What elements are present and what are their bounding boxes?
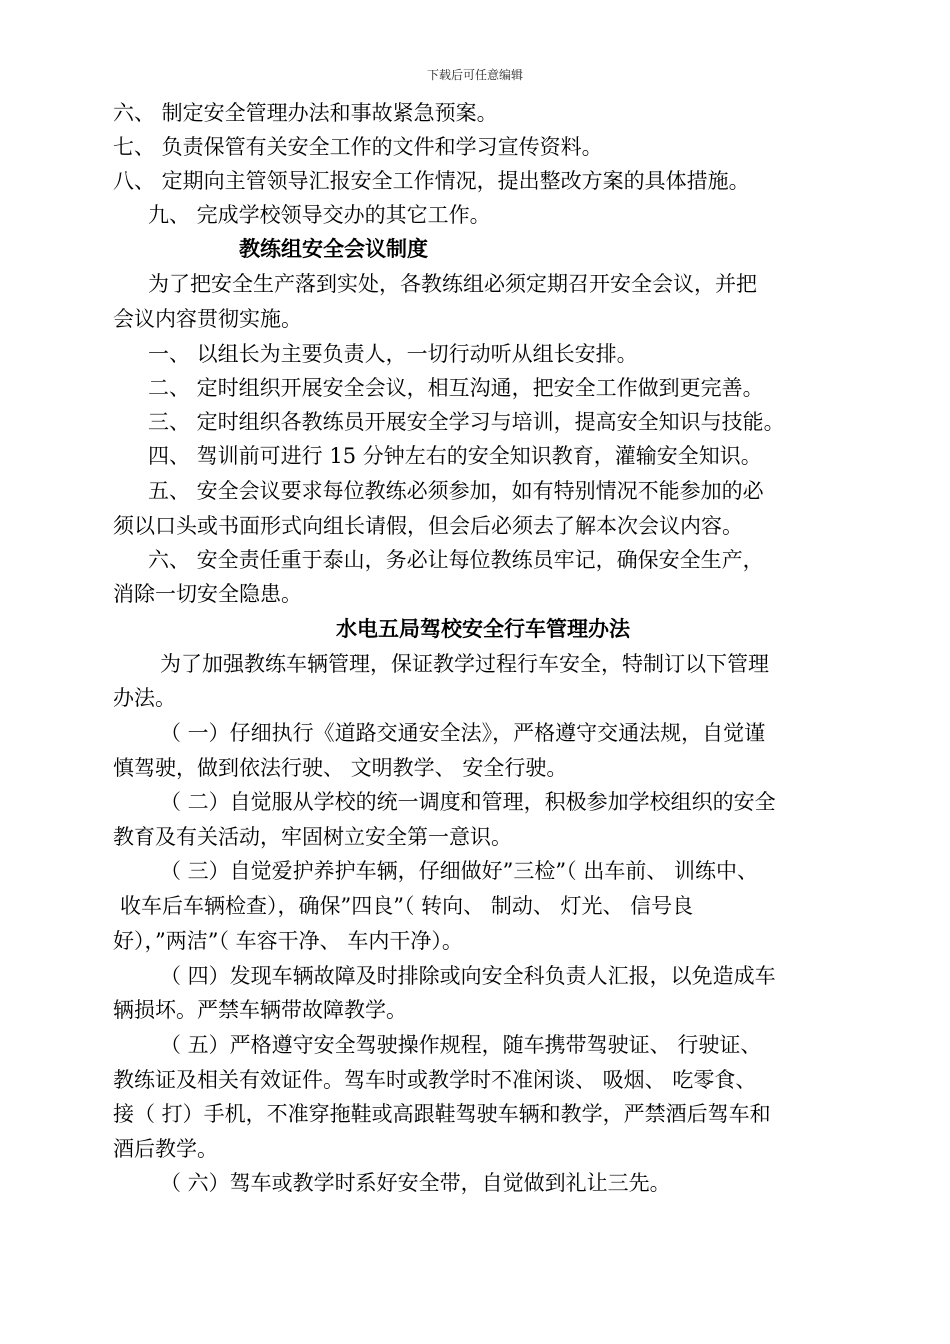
text-line: 消除一切安全隐患。 — [113, 582, 302, 606]
text-line: 六、 制定安全管理办法和事故紧急预案。 — [113, 101, 498, 125]
text-line: 七、 负责保管有关安全工作的文件和学习宣传资料。 — [113, 135, 603, 159]
text-line: 为了把安全生产落到实处，各教练组必须定期召开安全会议，并把 — [148, 272, 757, 296]
text-line: 四、 驾训前可进行 15 分钟左右的安全知识教育，灌输安全知识。 — [148, 444, 762, 468]
text-line: （ 六）驾车或教学时系好安全带，自觉做到礼让三先。 — [160, 1171, 671, 1195]
text-line: 酒后教学。 — [113, 1137, 218, 1161]
text-line: （ 四）发现车辆故障及时排除或向安全科负责人汇报，以免造成车 — [160, 964, 776, 988]
text-line: 六、 安全责任重于泰山，务必让每位教练员牢记，确保安全生产， — [148, 548, 764, 572]
text-line: 会议内容贯彻实施。 — [113, 307, 302, 331]
text-line: 三、 定时组织各教练员开展安全学习与培训，提高安全知识与技能。 — [148, 410, 785, 434]
header-note: 下载后可任意编辑 — [426, 68, 523, 82]
text-line: 为了加强教练车辆管理，保证教学过程行车安全，特制订以下管理 — [160, 652, 769, 676]
text-line: （ 三）自觉爱护养护车辆，仔细做好”三检”（ 出车前、 训练中、 — [160, 859, 758, 883]
section-title: 水电五局驾校安全行车管理办法 — [336, 617, 630, 641]
text-line: 一、 以组长为主要负责人，一切行动听从组长安排。 — [148, 342, 638, 366]
text-line: 教育及有关活动，牢固树立安全第一意识。 — [113, 825, 512, 849]
text-line: 接（ 打）手机，不准穿拖鞋或高跟鞋驾驶车辆和教学，严禁酒后驾车和 — [113, 1102, 771, 1126]
text-line: 办法。 — [113, 686, 176, 710]
text-line: 五、 安全会议要求每位教练必须参加，如有特别情况不能参加的必 — [148, 479, 764, 503]
text-line: 慎驾驶，做到依法行驶、 文明教学、 安全行驶。 — [113, 756, 568, 780]
text-line: 收车后车辆检查），确保”四良”（ 转向、 制动、 灯光、 信号良 — [120, 894, 694, 918]
text-line: 八、 定期向主管领导汇报安全工作情况，提出整改方案的具体措施。 — [113, 169, 750, 193]
text-line: 须以口头或书面形式向组长请假，但会后必须去了解本次会议内容。 — [113, 514, 743, 538]
text-line: 二、 定时组织开展安全会议，相互沟通，把安全工作做到更完善。 — [148, 376, 764, 400]
text-line: 九、 完成学校领导交办的其它工作。 — [148, 203, 491, 227]
text-line: 教练证及相关有效证件。驾车时或教学时不准闲谈、 吸烟、 吃零食、 — [113, 1068, 757, 1092]
text-line: （ 二）自觉服从学校的统一调度和管理，积极参加学校组织的安全 — [160, 790, 776, 814]
text-line: 好），”两洁”（ 车容干净、 车内干净）。 — [113, 929, 463, 953]
text-line: 辆损坏。严禁车辆带故障教学。 — [113, 998, 407, 1022]
text-line: （ 一）仔细执行《道路交通安全法》，严格遵守交通法规，自觉谨 — [160, 721, 766, 745]
section-title: 教练组安全会议制度 — [239, 237, 428, 261]
text-line: （ 五）严格遵守安全驾驶操作规程，随车携带驾驶证、 行驶证、 — [160, 1033, 762, 1057]
